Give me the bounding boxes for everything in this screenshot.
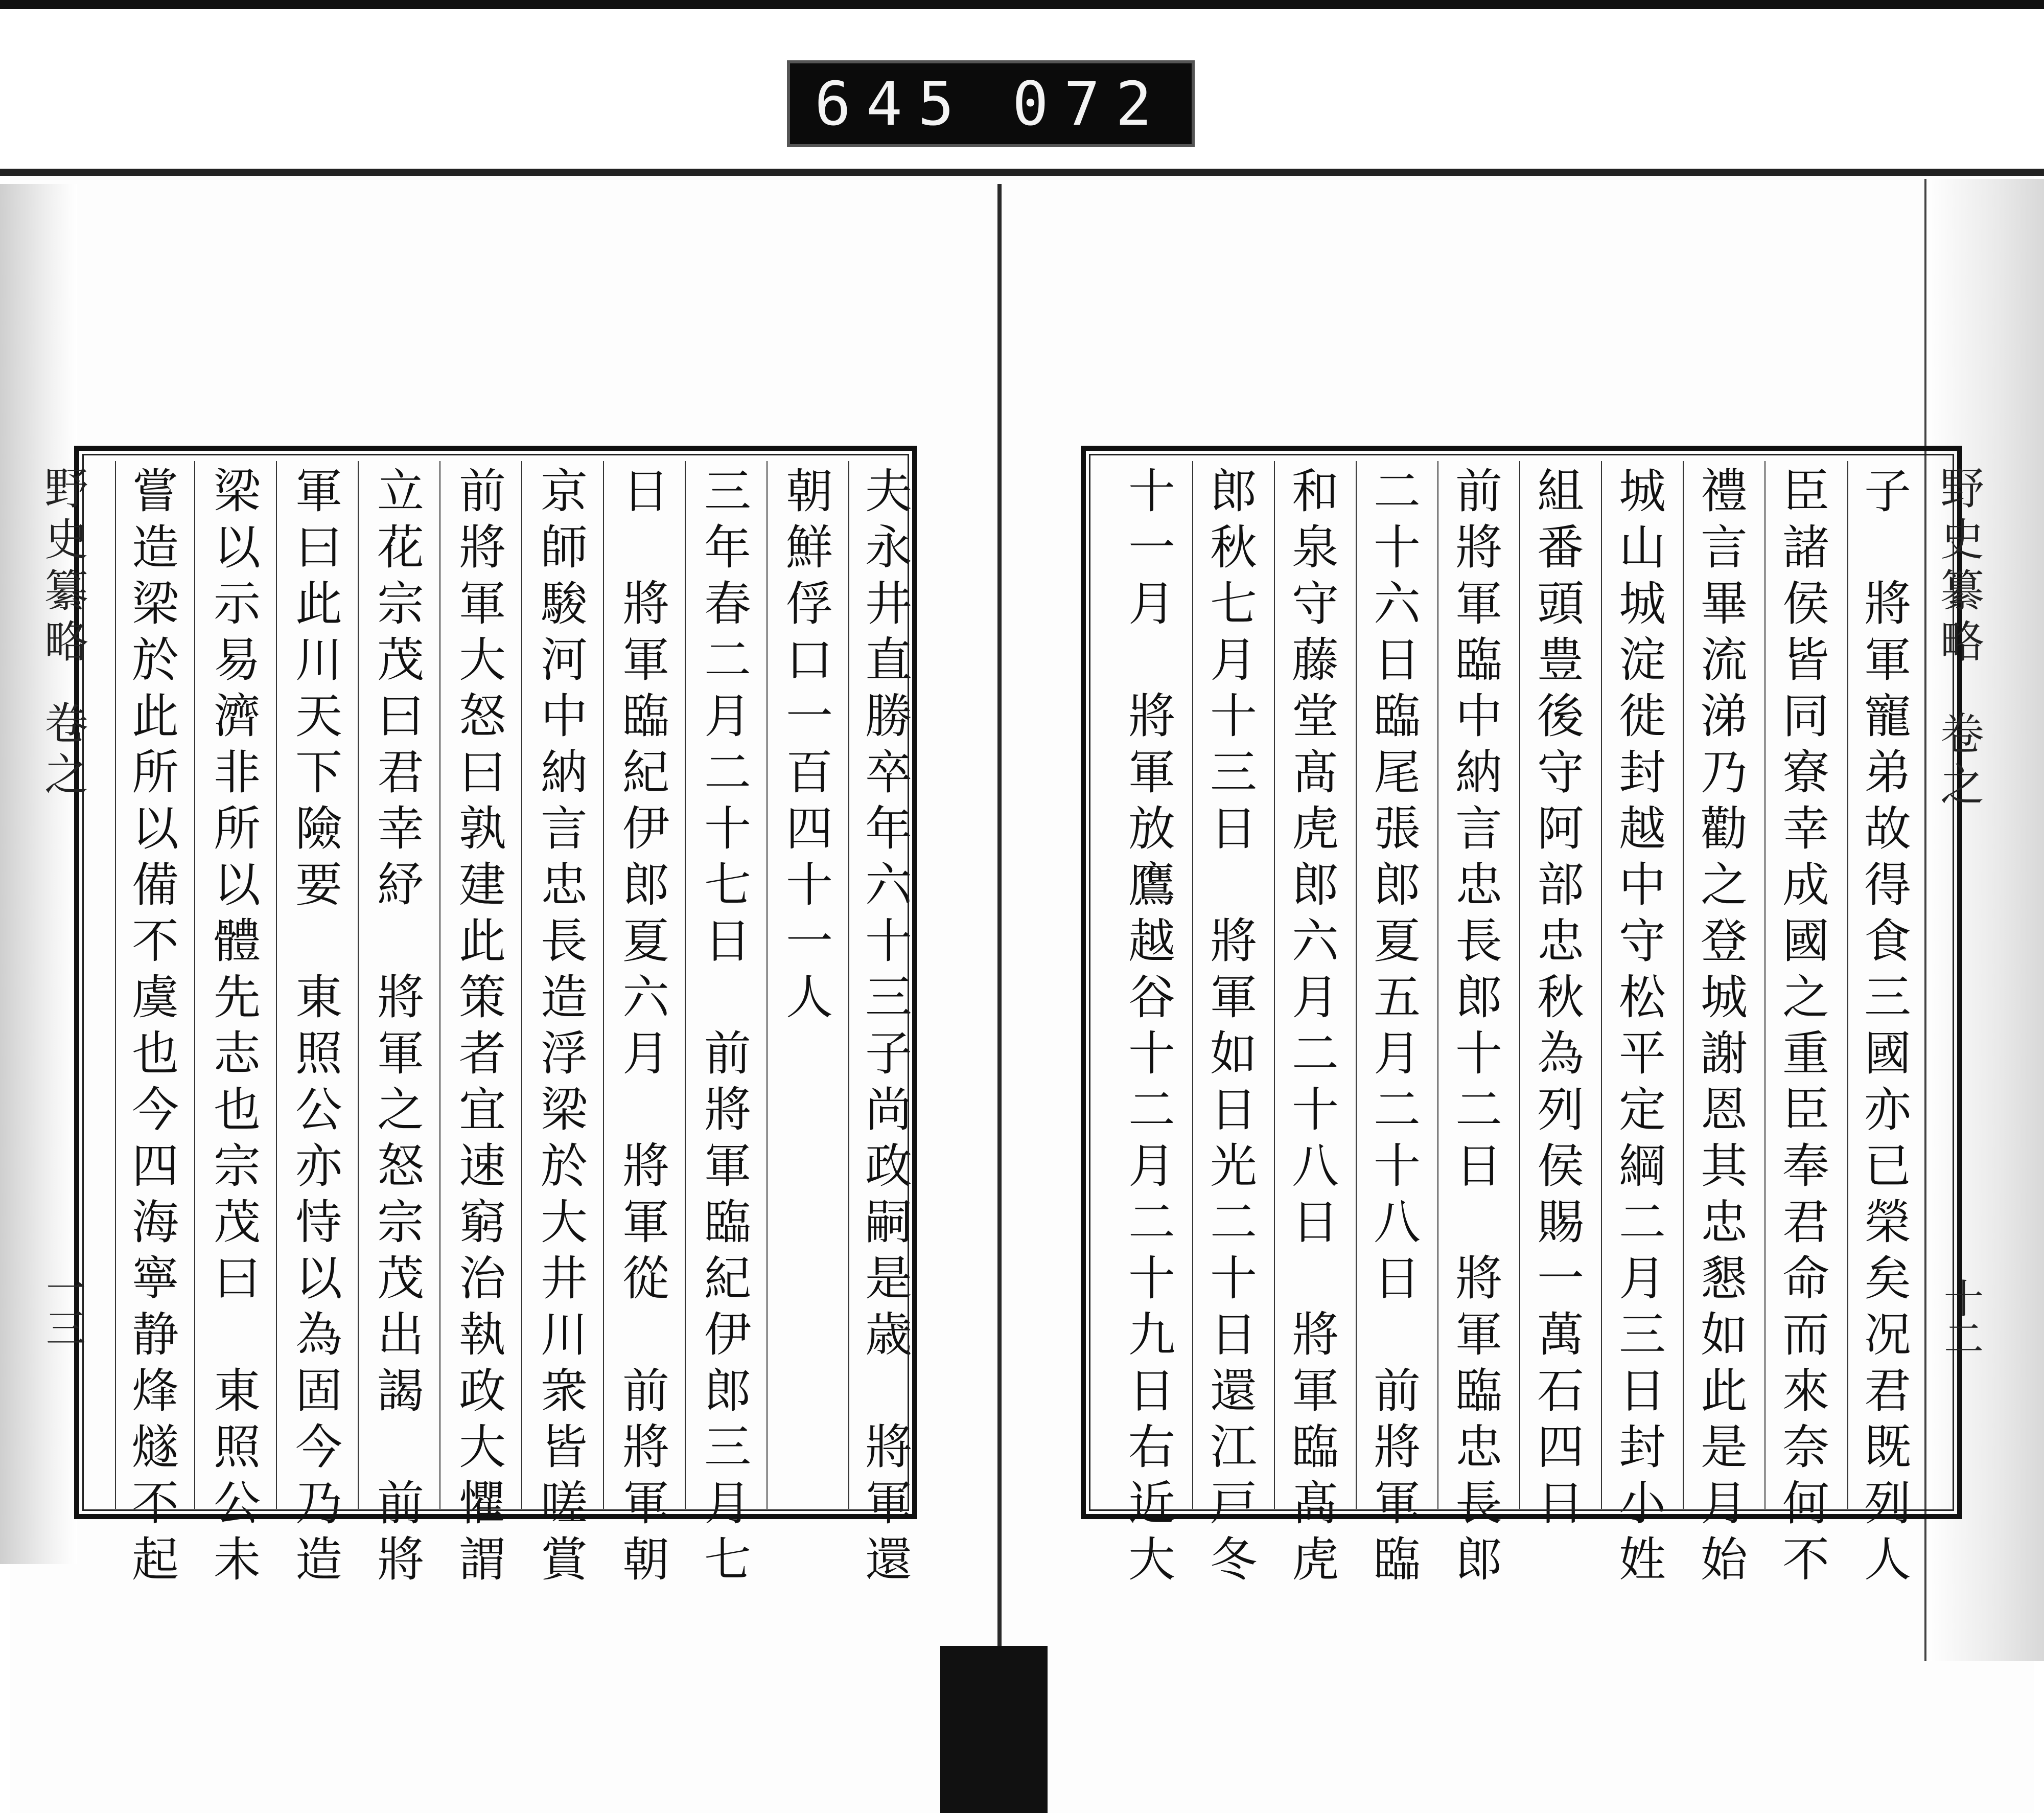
left-column-9: 梁以示易濟非所以體先志也宗茂曰 東照公未 (206, 466, 261, 1591)
column-rule (276, 461, 277, 1509)
column-rule (521, 461, 522, 1509)
reel-number-left: 645 (815, 68, 970, 139)
column-rule (766, 461, 768, 1509)
right-column-1: 子 將軍寵弟故得食三國亦已榮矣况君既列人 (1856, 466, 1911, 1591)
left-column-10: 嘗造梁於此所以備不虞也今四海寧静烽燧不起 (124, 466, 179, 1591)
column-rule (1356, 461, 1357, 1509)
right-column-7: 二十六日臨尾張郎夏五月二十八日 前將軍臨 (1366, 466, 1421, 1591)
column-rule (1192, 461, 1193, 1509)
top-rule (0, 0, 2044, 9)
left-column-5: 京師駿河中納言忠長造浮梁於大井川衆皆嗟賞 (533, 466, 588, 1591)
left-column-4: 日 將軍臨紀伊郎夏六月 將軍從 前將軍朝 (615, 466, 669, 1591)
reel-number-label (787, 60, 1195, 147)
left-column-1: 夫永井直勝卒年六十三子尚政嗣是歳 將軍還 (857, 466, 912, 1591)
book-gutter (997, 184, 1002, 1666)
gutter-binding (940, 1646, 1048, 1813)
left-margin-shadow (0, 184, 77, 1564)
right-column-9: 郎秋七月十三日 將軍如日光二十日還江戸冬 (1202, 466, 1257, 1591)
left-column-7: 立花宗茂曰君幸紓 將軍之怒宗茂出謁 前將 (369, 466, 424, 1591)
column-rule (115, 461, 116, 1509)
left-column-8: 軍曰此川天下險要 東照公亦恃以為固今乃造 (288, 466, 342, 1591)
column-rule (1683, 461, 1684, 1509)
column-rule (1601, 461, 1602, 1509)
column-rule (1847, 461, 1848, 1509)
column-rule (848, 461, 849, 1509)
right-folio-number: 十二 (1937, 1278, 1983, 1358)
right-margin-title: 野史纂略 (1933, 465, 1984, 670)
left-column-3: 三年春二月二十七日 前將軍臨紀伊郎三月七 (696, 466, 751, 1591)
column-rule (1437, 461, 1438, 1509)
right-column-6: 前將軍臨中納言忠長郎十二日 將軍臨忠長郎 (1448, 466, 1502, 1591)
column-rule (1519, 461, 1520, 1509)
right-column-2: 臣諸侯皆同寮幸成國之重臣奉君命而來奈何不 (1775, 466, 1829, 1591)
left-column-6: 前將軍大怒曰孰建此策者宜速窮治執政大懼謂 (451, 466, 506, 1591)
scan-edge (0, 169, 2044, 176)
left-margin-title: 野史纂略 (37, 465, 88, 670)
right-column-4: 城山城淀徙封越中守松平定綱二月三日封小姓 (1611, 466, 1666, 1591)
right-page-frame (1081, 446, 1962, 1591)
column-rule (1274, 461, 1275, 1509)
column-rule (1764, 461, 1766, 1509)
left-column-2: 朝鮮俘口一百四十一人 (778, 466, 833, 1028)
reel-number-right: 072 (1012, 68, 1167, 139)
column-rule (194, 461, 195, 1509)
left-page-frame (74, 446, 917, 1591)
right-column-5: 組番頭豊後守阿部忠秋為列侯賜一萬石四日 (1529, 466, 1584, 1534)
column-rule (603, 461, 604, 1509)
right-column-3: 禮言畢流涕乃勸之登城謝恩其忠懇如此是月始 (1693, 466, 1748, 1591)
column-rule (685, 461, 686, 1509)
right-margin-volume: 卷之 (1933, 710, 1984, 813)
right-column-10: 十一月 將軍放鷹越谷十二月二十九日右近大 (1121, 466, 1175, 1591)
column-rule (358, 461, 359, 1509)
left-margin-volume: 卷之 (37, 700, 88, 802)
column-rule (439, 461, 440, 1509)
right-column-8: 和泉守藤堂髙虎郎六月二十八日 將軍臨髙虎 (1284, 466, 1339, 1591)
left-folio-number: 一三 (39, 1268, 85, 1347)
